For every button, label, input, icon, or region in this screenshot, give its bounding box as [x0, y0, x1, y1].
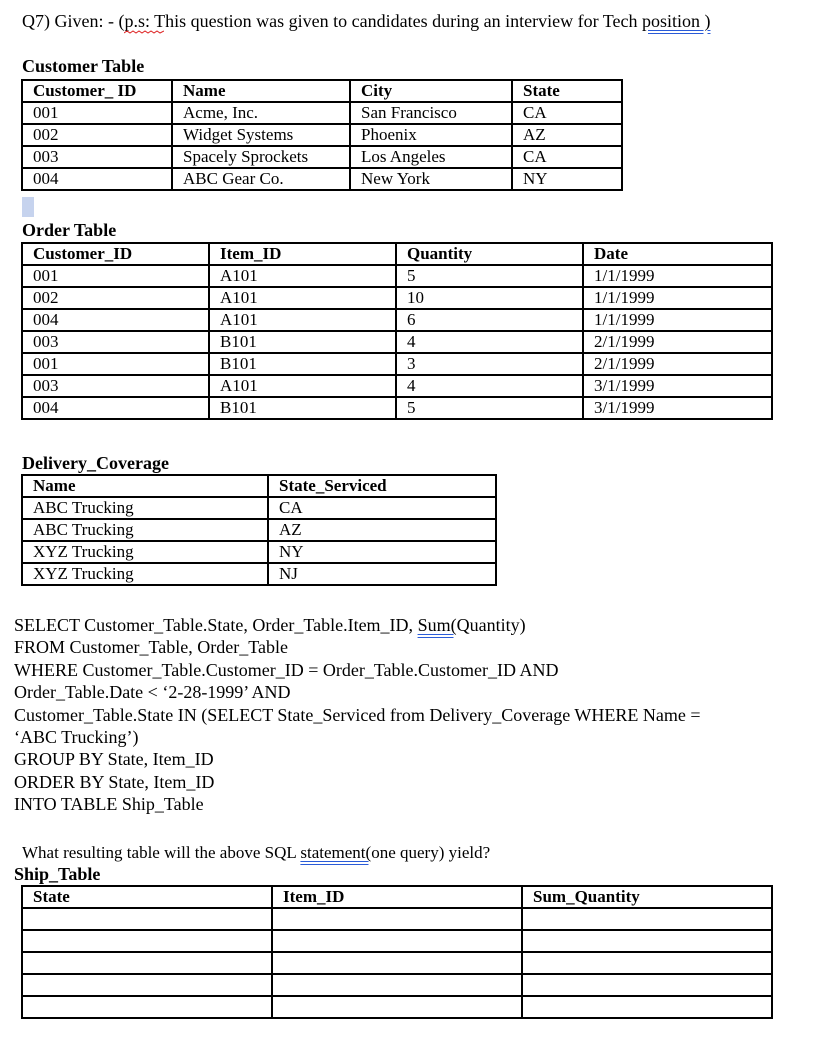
cursor-marker — [22, 197, 34, 217]
answer-cell[interactable] — [522, 974, 772, 996]
ship-table-title: Ship_Table — [14, 864, 101, 884]
answer-cell[interactable] — [22, 952, 272, 974]
answer-cell[interactable] — [272, 974, 522, 996]
answer-cell[interactable] — [272, 930, 522, 952]
delivery-coverage-table — [21, 474, 497, 586]
sql-line-2: FROM Customer_Table, Order_Table — [14, 637, 288, 657]
column-header: State — [22, 886, 272, 908]
table-cell: AZ — [512, 124, 622, 146]
column-header: Item_ID — [209, 243, 396, 265]
table-cell: A101 — [209, 265, 396, 287]
table-cell: 2/1/1999 — [583, 331, 772, 353]
sql-line-4: Order_Table.Date < ‘2-28-1999’ AND — [14, 682, 291, 702]
table-cell: 6 — [396, 309, 583, 331]
table-cell: CA — [512, 102, 622, 124]
table-cell: 1/1/1999 — [583, 309, 772, 331]
table-row — [22, 375, 772, 397]
delivery-coverage-title: Delivery_Coverage — [22, 453, 169, 473]
column-header: City — [350, 80, 512, 102]
table-row — [22, 353, 772, 375]
answer-cell[interactable] — [522, 952, 772, 974]
table-row — [22, 541, 496, 563]
answer-cell[interactable] — [272, 908, 522, 930]
question-position: position ) — [641, 11, 711, 31]
table-row — [22, 397, 772, 419]
ps-note: p.s: — [124, 10, 150, 32]
column-header: Customer_ID — [22, 243, 209, 265]
empty-answer-row — [22, 952, 772, 974]
table-cell: A101 — [209, 287, 396, 309]
table-cell: ABC Trucking — [22, 497, 268, 519]
answer-cell[interactable] — [522, 930, 772, 952]
table-cell: A101 — [209, 375, 396, 397]
table-cell: 001 — [22, 353, 209, 375]
table-cell: A101 — [209, 309, 396, 331]
ship-table — [21, 885, 773, 1019]
table-cell: Phoenix — [350, 124, 512, 146]
table-row — [22, 146, 622, 168]
column-header: Sum_Quantity — [522, 886, 772, 908]
spelling-squiggle-icon — [124, 30, 164, 34]
table-cell: B101 — [209, 397, 396, 419]
table-cell: 2/1/1999 — [583, 353, 772, 375]
order-table — [21, 242, 773, 420]
table-cell: XYZ Trucking — [22, 541, 268, 563]
question-prefix: Q7) Given: - ( — [22, 11, 125, 31]
table-cell: 5 — [396, 397, 583, 419]
column-header: Customer_ ID — [22, 80, 172, 102]
table-row — [22, 124, 622, 146]
table-cell: 001 — [22, 102, 172, 124]
table-header-row — [22, 886, 772, 908]
table-cell: 4 — [396, 331, 583, 353]
table-cell: Widget Systems — [172, 124, 350, 146]
table-cell: 002 — [22, 124, 172, 146]
table-row — [22, 265, 772, 287]
table-cell: San Francisco — [350, 102, 512, 124]
table-row — [22, 497, 496, 519]
answer-cell[interactable] — [522, 996, 772, 1018]
sql-line-5: Customer_Table.State IN (SELECT State_Serviced from Delivery_Coverage WHERE Name = — [14, 705, 701, 725]
table-row — [22, 563, 496, 585]
answer-cell[interactable] — [22, 908, 272, 930]
table-cell: 3/1/1999 — [583, 375, 772, 397]
answer-cell[interactable] — [272, 952, 522, 974]
table-header-row — [22, 475, 496, 497]
table-header-row — [22, 80, 622, 102]
table-cell: 5 — [396, 265, 583, 287]
sql-line-9: INTO TABLE Ship_Table — [14, 794, 204, 814]
table-cell: 003 — [22, 331, 209, 353]
table-cell: 1/1/1999 — [583, 287, 772, 309]
sql-line-8: ORDER BY State, Item_ID — [14, 772, 215, 792]
table-cell: Spacely Sprockets — [172, 146, 350, 168]
question-line — [22, 10, 710, 32]
column-header: State — [512, 80, 622, 102]
customer-table — [21, 79, 623, 191]
answer-cell[interactable] — [272, 996, 522, 1018]
table-cell: 10 — [396, 287, 583, 309]
table-row — [22, 168, 622, 190]
table-row — [22, 519, 496, 541]
table-cell: 3/1/1999 — [583, 397, 772, 419]
table-cell: CA — [268, 497, 496, 519]
table-cell: 4 — [396, 375, 583, 397]
answer-cell[interactable] — [22, 996, 272, 1018]
table-row — [22, 309, 772, 331]
table-cell: XYZ Trucking — [22, 563, 268, 585]
table-cell: NJ — [268, 563, 496, 585]
sum-word: Sum( — [417, 615, 457, 635]
empty-answer-row — [22, 930, 772, 952]
table-cell: ABC Gear Co. — [172, 168, 350, 190]
column-header: Item_ID — [272, 886, 522, 908]
table-cell: B101 — [209, 331, 396, 353]
answer-cell[interactable] — [522, 908, 772, 930]
sql-line-6: ‘ABC Trucking’) — [14, 727, 139, 747]
empty-answer-row — [22, 996, 772, 1018]
column-header: State_Serviced — [268, 475, 496, 497]
table-cell: 003 — [22, 146, 172, 168]
empty-answer-row — [22, 974, 772, 996]
table-cell: 003 — [22, 375, 209, 397]
table-cell: 002 — [22, 287, 209, 309]
table-header-row — [22, 243, 772, 265]
answer-cell[interactable] — [22, 974, 272, 996]
sql-line-1: SELECT Customer_Table.State, Order_Table.Item_ID, Sum(Quantity) — [14, 615, 526, 635]
column-header: Name — [22, 475, 268, 497]
table-cell: AZ — [268, 519, 496, 541]
table-row — [22, 331, 772, 353]
customer-table-title: Customer Table — [22, 56, 145, 76]
prompt-line: What resulting table will the above SQL statement(one query) yield? — [22, 843, 491, 862]
table-cell: New York — [350, 168, 512, 190]
column-header: Name — [172, 80, 350, 102]
table-cell: 004 — [22, 397, 209, 419]
table-cell: NY — [268, 541, 496, 563]
table-cell: Los Angeles — [350, 146, 512, 168]
table-row — [22, 102, 622, 124]
table-cell: 1/1/1999 — [583, 265, 772, 287]
column-header: Quantity — [396, 243, 583, 265]
order-table-title: Order Table — [22, 220, 117, 240]
table-row — [22, 287, 772, 309]
table-cell: Acme, Inc. — [172, 102, 350, 124]
table-cell: 004 — [22, 168, 172, 190]
table-cell: 004 — [22, 309, 209, 331]
answer-cell[interactable] — [22, 930, 272, 952]
table-cell: ABC Trucking — [22, 519, 268, 541]
sql-line-7: GROUP BY State, Item_ID — [14, 749, 214, 769]
table-cell: CA — [512, 146, 622, 168]
table-cell: 001 — [22, 265, 209, 287]
table-cell: 3 — [396, 353, 583, 375]
statement-word: statement( — [300, 843, 372, 862]
sql-line-3: WHERE Customer_Table.Customer_ID = Order_Table.Customer_ID AND — [14, 660, 559, 680]
question-middle: This question was given to candidates during an interview for Tech — [150, 11, 642, 31]
table-cell: NY — [512, 168, 622, 190]
column-header: Date — [583, 243, 772, 265]
table-cell: B101 — [209, 353, 396, 375]
empty-answer-row — [22, 908, 772, 930]
